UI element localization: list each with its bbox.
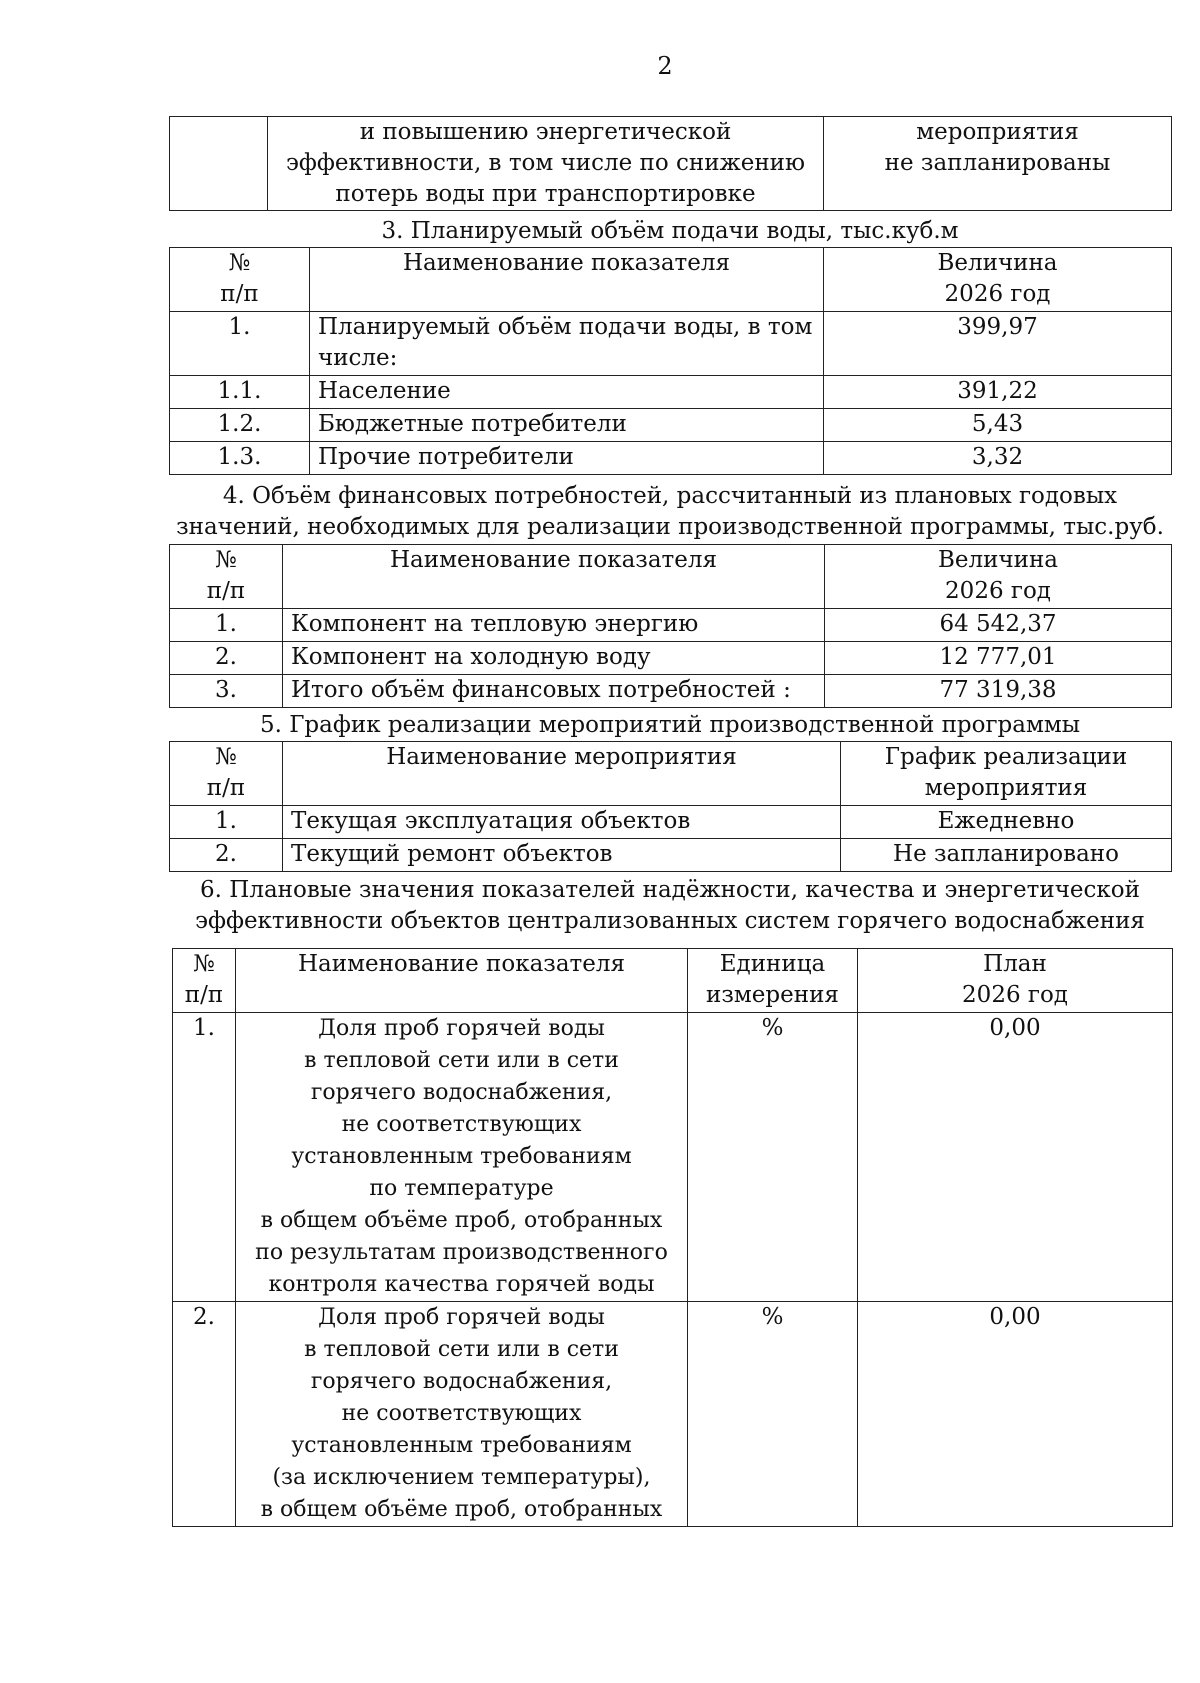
text-line: в общем объёме проб, отобранных — [260, 1208, 663, 1233]
row-plan: 0,00 — [858, 1302, 1173, 1527]
header-num-line: № — [228, 250, 251, 276]
row-name: Компонент на холодную воду — [283, 642, 825, 675]
text-line: по результатам производственного — [255, 1240, 668, 1265]
row-value: 391,22 — [824, 376, 1172, 409]
table-row — [173, 1302, 1173, 1527]
section-3-table — [169, 247, 1172, 475]
table-row — [170, 839, 1172, 872]
row-num: 2. — [170, 642, 283, 675]
text-line: горячего водоснабжения, — [310, 1080, 613, 1105]
header-value-line: 2026 год — [944, 281, 1051, 307]
header-value — [841, 742, 1172, 806]
row-value: 3,32 — [824, 442, 1172, 475]
header-num-line: № — [193, 951, 215, 977]
row-value: Ежедневно — [841, 806, 1172, 839]
row-name: Итого объём финансовых потребностей : — [283, 675, 825, 708]
row-value: 12 777,01 — [825, 642, 1172, 675]
header-plan-line: План — [983, 951, 1047, 977]
table-row — [170, 409, 1172, 442]
row-value: Не запланировано — [841, 839, 1172, 872]
text-line: (за исключением температуры), — [272, 1465, 651, 1490]
header-value-line: 2026 год — [945, 578, 1051, 604]
header-num-line: п/п — [206, 775, 246, 801]
section-4-table — [169, 544, 1172, 708]
section-5-table — [169, 741, 1172, 872]
row-name: Население — [310, 376, 824, 409]
row-num: 1. — [170, 609, 283, 642]
section-5-title: 5. График реализации мероприятий производственной программы — [259, 712, 1081, 738]
text-line: контроля качества горячей воды — [268, 1272, 655, 1297]
header-num — [173, 949, 236, 1013]
row-num: 3. — [170, 675, 283, 708]
text-line: горячего водоснабжения, — [310, 1369, 613, 1394]
row-num: 1.2. — [170, 409, 310, 442]
row-plan: 0,00 — [858, 1013, 1173, 1302]
table-header-row — [170, 248, 1172, 312]
header-plan — [858, 949, 1173, 1013]
section-6-table — [172, 948, 1173, 1527]
header-unit — [688, 949, 858, 1013]
page-number: 2 — [657, 52, 673, 80]
header-value-line: График реализации — [884, 744, 1128, 770]
text-line: эффективности, в том числе по снижению — [285, 150, 806, 176]
row-num: 2. — [170, 839, 283, 872]
row-num: 1.3. — [170, 442, 310, 475]
text-line: установленным требованиям — [291, 1433, 632, 1458]
text-line: не запланированы — [884, 150, 1111, 176]
row-value: 77 319,38 — [825, 675, 1172, 708]
header-name: Наименование показателя — [310, 248, 824, 312]
row-name: Бюджетные потребители — [310, 409, 824, 442]
header-num — [170, 248, 310, 312]
text-line: и повышению энергетической — [359, 119, 732, 145]
header-name: Наименование показателя — [236, 949, 688, 1013]
table-row — [170, 442, 1172, 475]
text-line: потерь воды при транспортировке — [335, 181, 756, 207]
continuation-table — [169, 116, 1172, 211]
empty-cell — [170, 117, 268, 211]
row-name: Текущая эксплуатация объектов — [283, 806, 841, 839]
header-name: Наименование мероприятия — [283, 742, 841, 806]
header-value-line: мероприятия — [924, 775, 1088, 801]
title-line: 6. Плановые значения показателей надёжности, качества и энергетической — [200, 877, 1140, 903]
text-line: установленным требованиям — [291, 1144, 632, 1169]
row-name: Планируемый объём подачи воды, в том числе: — [310, 312, 824, 376]
text-line: в тепловой сети или в сети — [304, 1048, 619, 1073]
text-line: в общем объёме проб, отобранных — [260, 1497, 663, 1522]
table-row — [170, 376, 1172, 409]
row-name — [236, 1013, 688, 1302]
text-line: по температуре — [369, 1176, 554, 1201]
header-num — [170, 742, 283, 806]
row-num: 1. — [170, 806, 283, 839]
header-num — [170, 545, 283, 609]
header-num-line: № — [215, 547, 237, 573]
section-3-title: 3. Планируемый объём подачи воды, тыс.куб.м — [381, 218, 959, 244]
header-plan-line: 2026 год — [962, 982, 1068, 1008]
table-row — [173, 1013, 1173, 1302]
text-line: не соответствующих — [341, 1112, 582, 1137]
row-name: Текущий ремонт объектов — [283, 839, 841, 872]
row-value: 5,43 — [824, 409, 1172, 442]
header-value — [824, 248, 1172, 312]
table-header-row — [170, 545, 1172, 609]
header-num-line: № — [215, 744, 237, 770]
row-name: Прочие потребители — [310, 442, 824, 475]
row-unit: % — [688, 1302, 858, 1527]
row-name: Компонент на тепловую энергию — [283, 609, 825, 642]
title-line: значений, необходимых для реализации производственной программы, тыс.руб. — [176, 514, 1164, 540]
measure-name-cell — [268, 117, 824, 211]
header-unit-line: измерения — [706, 982, 839, 1008]
header-value-line: Величина — [937, 250, 1058, 276]
text-line: в тепловой сети или в сети — [304, 1337, 619, 1362]
section-6-title — [169, 875, 1171, 937]
row-value: 399,97 — [824, 312, 1172, 376]
row-num: 1.1. — [170, 376, 310, 409]
row-num: 1. — [170, 312, 310, 376]
table-row — [170, 675, 1172, 708]
text-line: не соответствующих — [341, 1401, 582, 1426]
row-value: 64 542,37 — [825, 609, 1172, 642]
measure-value-cell — [824, 117, 1172, 211]
text-line: Доля проб горячей воды — [318, 1305, 605, 1330]
row-unit: % — [688, 1013, 858, 1302]
section-4-title — [140, 481, 1200, 543]
header-num-line: п/п — [206, 578, 246, 604]
title-line: 4. Объём финансовых потребностей, рассчитанный из плановых годовых — [222, 483, 1118, 509]
table-row — [170, 312, 1172, 376]
table-header-row — [173, 949, 1173, 1013]
table-header-row — [170, 742, 1172, 806]
row-name — [236, 1302, 688, 1527]
header-name: Наименование показателя — [283, 545, 825, 609]
header-num-line: п/п — [184, 982, 224, 1008]
table-row — [170, 642, 1172, 675]
row-num: 2. — [173, 1302, 236, 1527]
header-num-line: п/п — [220, 281, 259, 307]
title-line: эффективности объектов централизованных систем горячего водоснабжения — [195, 908, 1145, 934]
row-num: 1. — [173, 1013, 236, 1302]
header-value-line: Величина — [937, 547, 1059, 573]
table-row — [170, 609, 1172, 642]
table-row — [170, 806, 1172, 839]
text-line: мероприятия — [916, 119, 1079, 145]
header-value — [825, 545, 1172, 609]
text-line: Доля проб горячей воды — [318, 1016, 605, 1041]
header-unit-line: Единица — [719, 951, 826, 977]
